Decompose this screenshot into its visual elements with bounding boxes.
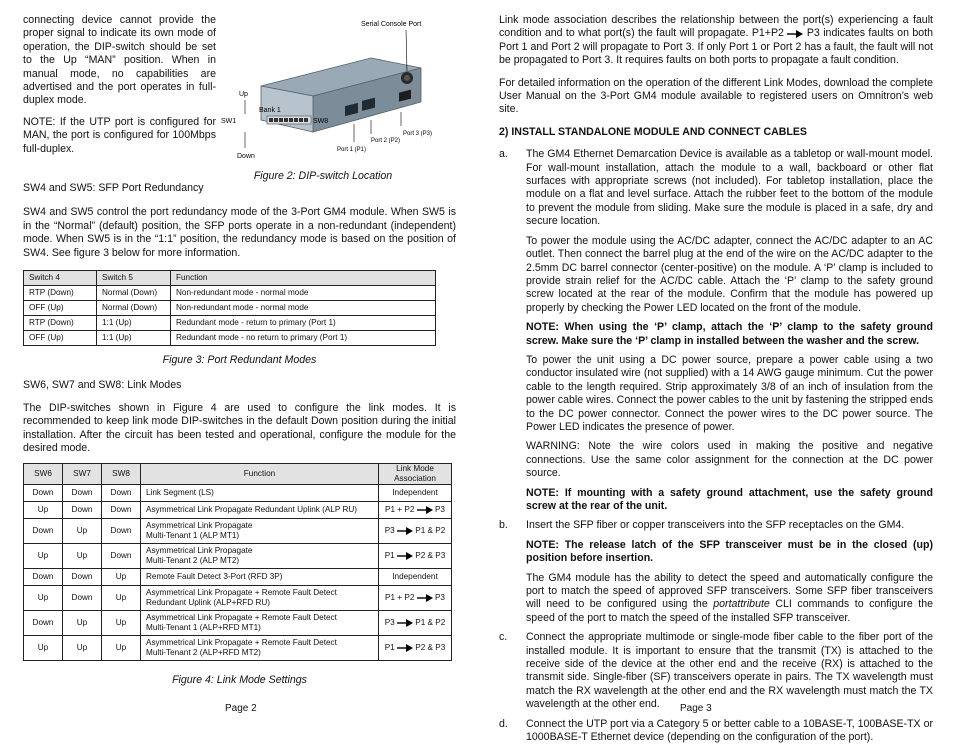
sw678-paragraph: The DIP-switches shown in Figure 4 are used to configure the link modes. It is recommended to keep link mode DIP-switches in the default Down position during the initial installation. After the circuit has been tested and operational, configure the module for the desired mode. [23,401,456,455]
table3-header-switch4: Switch 4 [24,271,97,286]
list-marker: a. [499,148,508,161]
intro-note: NOTE: If the UTP port is configured for MAN, the port is configured for 100Mbps full-duplex. [23,115,216,155]
association-cell [379,636,452,661]
table-row [24,611,452,636]
item-b-paragraph-1: Insert the SFP fiber or copper transceivers into the SFP receptacles on the GM4. [526,519,905,532]
table-cell: Up [24,636,63,661]
table3-header-switch5: Switch 5 [97,271,171,286]
page-number-right: Page 3 [680,703,712,714]
table4-header-association: Link Mode Association [379,464,452,485]
table-cell: Down [63,485,102,502]
list-item-a [499,148,933,513]
port2-label: Port 2 (P2) [371,138,401,144]
item-d-paragraph: Connect the UTP port via a Category 5 or better cable to a 10BASE-T, 100BASE-TX or 1000BASE-T Ethernet device (depending on the configuration of the port). [526,717,933,744]
up-label: Up [239,91,248,98]
table-cell: Non-redundant mode - normal mode [171,286,436,301]
association-from: P1 + P2 [385,593,415,603]
table-cell: Normal (Down) [97,301,171,316]
table-row [24,316,436,331]
item-a-paragraph-2: To power the module using the AC/DC adapter, connect the AC/DC adapter to an AC outlet. Then connect the barrel plug at the end of the wire on the AC/DC adapter to the 2.5mm DC barrel connector (center-positive) on the module. A ‘P’ clamp is included to provide strain relief for the AC/DC cable. Attach the ‘P’ clamp to the safety ground screw located at the rear of the module. Confirm that the module has powered up properly by checking the Power LED located on the front of the module. [526,234,933,314]
function-line: Multi-Tenant 2 (ALP+RFD MT2) [146,648,261,658]
function-line: Multi-Tenant 2 (ALP MT2) [146,556,240,566]
device-illustration [261,58,421,132]
table4-header-sw8: SW8 [102,464,141,485]
table-cell: Up [102,636,141,661]
sw45-paragraph: SW4 and SW5 control the port redundancy mode of the 3-Port GM4 module. When SW5 is in the “Normal” (default) position, the SFP ports operate in a non-redundant (independent) mode. When SW5 is in the “1:1” position, the redundancy mode is based on the position of SW4. See figure 3 below for more information. [23,206,456,259]
list-item-b [499,519,933,625]
arrow-right-icon [417,506,433,514]
function-cell [141,586,379,611]
table-cell: OFF (Up) [24,301,97,316]
intro-section [23,14,456,182]
association-from: P1 + P2 [385,505,415,515]
list-item-c [499,631,933,711]
arrow-right-icon [397,619,413,627]
function-cell [141,502,379,519]
arrow-right-icon [417,594,433,602]
dip-switch-location-figure [221,16,463,161]
function-line: Multi-Tenant 1 (ALP+RFD MT1) [146,623,261,633]
list-marker: d. [499,717,508,730]
port1-label: Port 1 (P1) [337,147,367,153]
function-line: Redundant Uplink (ALP+RFD RU) [146,598,270,608]
serial-console-port-label: Serial Console Port [361,21,422,28]
item-b-command: portattribute [713,598,770,611]
table-cell: Up [63,636,102,661]
item-a-paragraph-3: To power the unit using a DC power source, prepare a power cable using a two conductor insulated wire (not supplied) with a 14 AWG gauge minimum. Cut the power cable to the length required. Strip approximately 3/8 of an inch of insulation from the power cable wires. Connect the power cables to the unit by fastening the stripped ends to the DC power connector. Connect the power wires to the DC power source. The Power LED indicates the presence of power. [526,353,933,433]
table-row [24,286,436,301]
item-b-paragraph-2 [526,572,933,626]
bank1-label: Bank 1 [259,107,281,114]
function-line: Remote Fault Detect 3-Port (RFD 3P) [146,572,283,582]
table-cell: Down [102,485,141,502]
arrow-right-icon [397,644,413,652]
left-page [23,14,456,688]
table-cell: Redundant mode - return to primary (Port 1) [171,316,436,331]
function-cell [141,544,379,569]
function-line: Link Segment (LS) [146,488,214,498]
table-cell: Down [24,569,63,586]
association-to: P3 [434,505,445,515]
function-line: Asymmetrical Link Propagate + Remote Fault Detect [146,588,337,598]
function-line: Asymmetrical Link Propagate Redundant Uplink (ALP RU) [146,505,357,515]
item-a-note-1: NOTE: When using the ‘P’ clamp, attach the ‘P’ clamp to the safety ground screw. Make sure the ‘P’ clamp in installed between the washer and the screw. [526,321,933,347]
link-mode-table [23,463,452,661]
function-line: Asymmetrical Link Propagate [146,521,253,531]
association-from: P3 [384,618,395,628]
table-row [24,519,452,544]
function-cell [141,569,379,586]
down-label: Down [237,153,255,160]
association-cell [379,586,452,611]
association-cell [379,569,452,586]
item-b-note: NOTE: The release latch of the SFP transceiver must be in the closed (up) position before insertion. [526,538,933,565]
association-to: P1 & P2 [415,618,446,628]
sw1-label: SW1 [221,118,237,125]
function-line: Multi-Tenant 1 (ALP MT1) [146,531,240,541]
link-association-text-1: Link mode association describes the relationship between the port(s) experiencing a fault condition and to what port(s) the fault will propagate. P1+P2 [499,14,933,40]
port3-label: Port 3 (P3) [403,131,433,137]
function-cell [141,519,379,544]
table-cell: Down [24,519,63,544]
association-to: P2 & P3 [415,643,446,653]
table-cell: Up [24,586,63,611]
item-a-warning: WARNING: Note the wire colors used in making the positive and negative connections. Use the same color assignment for the connection at the DC power source. [526,440,933,480]
association-to: P3 [434,593,445,603]
table-cell: Up [63,519,102,544]
table-row [24,502,452,519]
association-from: P1 [384,551,395,561]
table-cell: Down [63,586,102,611]
table4-header-sw7: SW7 [63,464,102,485]
figure2-caption: Figure 2: DIP-switch Location [253,170,393,182]
association-cell [379,611,452,636]
association-cell [379,502,452,519]
function-cell [141,636,379,661]
page-number-left: Page 2 [225,703,257,714]
table-cell: Down [63,502,102,519]
table-row [24,569,452,586]
table-cell: 1:1 (Up) [97,331,171,346]
table-cell: Up [24,502,63,519]
function-line: Asymmetrical Link Propagate + Remote Fault Detect [146,638,337,648]
table-row [24,636,452,661]
figure4-caption: Figure 4: Link Mode Settings [172,674,307,687]
association-to: P1 & P2 [415,526,446,536]
table-cell: Down [102,502,141,519]
table-cell: Normal (Down) [97,286,171,301]
arrow-right-icon [397,552,413,560]
sw8-label: SW8 [313,118,329,125]
table4-header-sw6: SW6 [24,464,63,485]
item-c-paragraph: Connect the appropriate multimode or single-mode fiber cable to the fiber port of the installed module. It is important to ensure that the transmit (TX) is attached to the receive side of the device at the other end and the receive (RX) is attached to the transmit side. Single-fiber (SF) transceivers operate in pairs. The TX wavelength must match the RX wavelength at the other end and the RX wavelength must match the TX wavelength at the other end. [526,631,933,711]
table-cell: Up [63,611,102,636]
table-cell: OFF (Up) [24,331,97,346]
table-cell: Down [63,569,102,586]
sw45-heading: SW4 and SW5: SFP Port Redundancy [23,182,204,194]
association-from: Independent [392,572,438,582]
item-a-note-2: NOTE: If mounting with a safety ground attachment, use the safety ground screw at the rear of the unit. [526,486,933,512]
right-page [499,14,933,751]
link-association-paragraph [499,14,933,68]
install-heading: 2) INSTALL STANDALONE MODULE AND CONNECT CABLES [499,125,807,138]
table-cell: Down [102,519,141,544]
table-cell: Redundant mode - no return to primary (Port 1) [171,331,436,346]
table-cell: Down [24,611,63,636]
port-redundancy-table [23,270,436,346]
function-line: Asymmetrical Link Propagate [146,546,253,556]
intro-paragraph: connecting device cannot provide the proper signal to indicate its own mode of operation, the DIP-switch should be set to the Up “MAN” position. When in manual mode, no capabilities are advertised and the port operates in full-duplex mode. [23,14,216,107]
list-marker: c. [499,631,508,644]
function-line: Asymmetrical Link Propagate + Remote Fault Detect [146,613,337,623]
figure3-caption: Figure 3: Port Redundant Modes [162,354,317,367]
association-cell [379,519,452,544]
table-row [24,544,452,569]
table-cell: Up [102,569,141,586]
association-to: P2 & P3 [415,551,446,561]
sw678-heading: SW6, SW7 and SW8: Link Modes [23,379,182,392]
list-item-d [499,718,933,745]
table-row [24,586,452,611]
item-b-text-b: CLI commands to configure the speed of the port to match the speed of the installed SFP transceiver. [526,598,933,624]
table3-header-function: Function [171,271,436,286]
table-cell: Up [24,544,63,569]
table-row [24,301,436,316]
association-from: P1 [384,643,395,653]
table-cell: Down [24,485,63,502]
table4-header-function: Function [141,464,379,485]
link-association-text-2: P3 indicates faults on both Port 1 and Port 2 will propagate to Port 3. If only Port 1 or Port 2 has a fault, the fault will not be propagated to Port 3. It requires faults on both ports to propagate a fault condition. [499,27,933,67]
table-row [24,331,436,346]
table-cell: RTP (Down) [24,316,97,331]
table-cell: Down [102,544,141,569]
table-cell: RTP (Down) [24,286,97,301]
arrow-right-icon [397,527,413,535]
table-cell: Up [102,611,141,636]
association-from: P3 [384,526,395,536]
table-cell: 1:1 (Up) [97,316,171,331]
function-cell [141,611,379,636]
association-cell [379,485,452,502]
association-cell [379,544,452,569]
table-row [24,485,452,502]
item-b-text-a: The GM4 module has the ability to detect the speed and automatically configure the port to match the speed of approved SFP transceivers. Some SFP fiber transceivers will need to be configured using the [526,571,933,611]
item-a-paragraph-1: The GM4 Ethernet Demarcation Device is available as a tabletop or wall-mount model. For wall-mount installation, attach the module to a wall, backboard or other flat surfaces with appropriate screws (not included). For tabletop installation, place the module on a flat and level surface. Attach the rubber feet to the bottom of the module to prevent the module from sliding. Make sure the module is placed in a safe, dry and secure location. [526,148,933,228]
function-cell [141,485,379,502]
arrow-right-icon [787,30,803,38]
table-cell: Up [102,586,141,611]
user-manual-paragraph: For detailed information on the operation of the different Link Modes, download the complete User Manual on the 3-Port GM4 module available to registered users on Omnitron’s web site. [499,76,933,116]
table-cell: Up [63,544,102,569]
association-from: Independent [392,488,438,498]
table-cell: Non-redundant mode - normal mode [171,301,436,316]
list-marker: b. [499,519,508,532]
